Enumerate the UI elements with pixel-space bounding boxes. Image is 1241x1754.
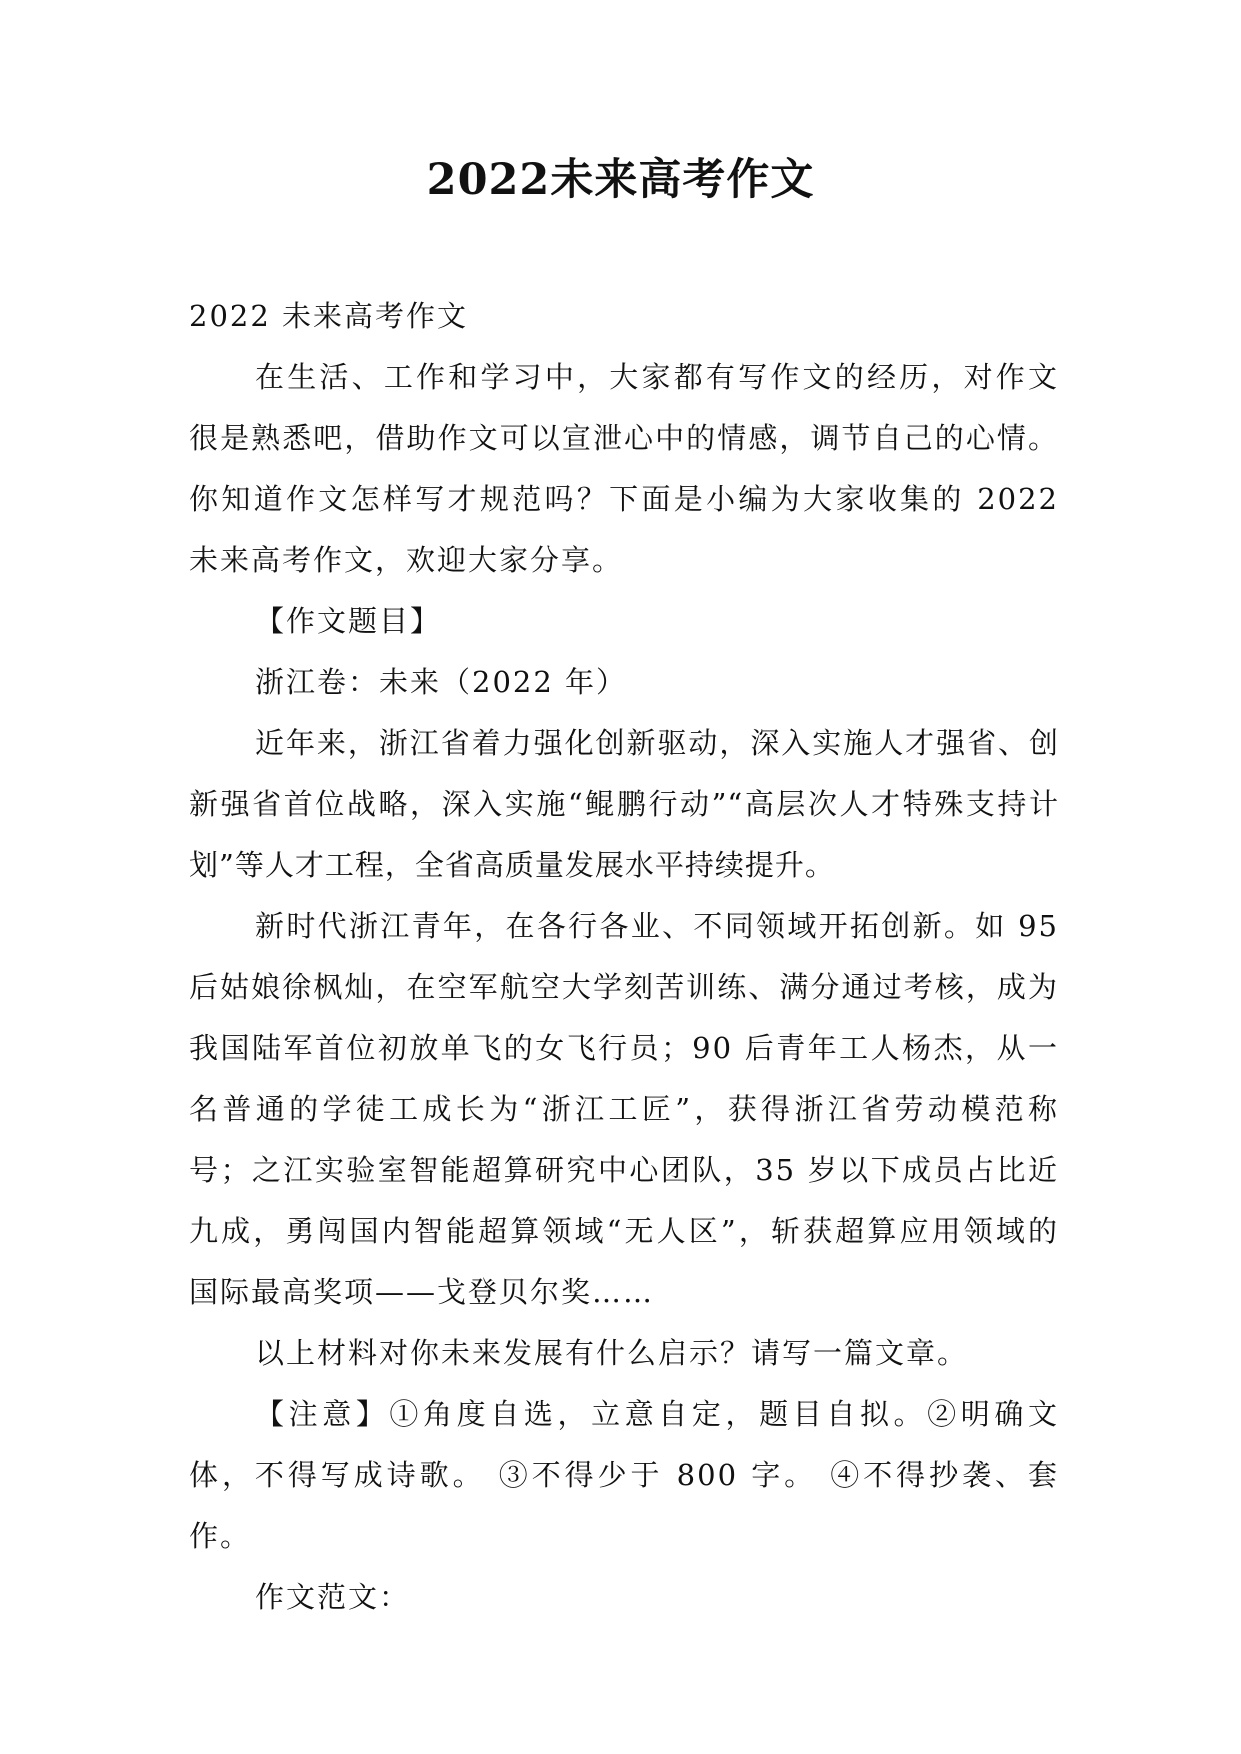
document-title: 2022未来高考作文: [426, 155, 815, 205]
material-paragraph-2: 新时代浙江青年，在各行各业、不同领域开拓创新。如 95 后姑娘徐枫灿，在空军航空大学刻苦训练、满分通过考核，成为我国陆军首位初放单飞的女飞行员；90 后青年工人杨杰，从一名普通的学徒工成长为“浙江工匠”，获得浙江省劳动模范称号；之江实验室智能超算研究中心团队，35 岁以下成员占比近九成，勇闯国内智能超算领域“无人区”，斩获超算应用领域的国际最高奖项——戈登贝尔奖……: [189, 909, 1059, 1309]
sample-essay-heading: 作文范文：: [255, 1580, 411, 1614]
notice-paragraph: 【注意】①角度自选，立意自定，题目自拟。②明确文体，不得写成诗歌。 ③不得少于 800 字。 ④不得抄袭、套作。: [189, 1397, 1059, 1553]
article-subtitle: 2022 未来高考作文: [189, 299, 469, 333]
document-body: [189, 286, 1059, 1628]
material-paragraph-1: 近年来，浙江省着力强化创新驱动，深入实施人才强省、创新强省首位战略，深入实施“鲲鹏行动”“高层次人才特殊支持计划”等人才工程，全省高质量发展水平持续提升。: [189, 726, 1059, 882]
exam-source: 浙江卷：未来（2022 年）: [255, 665, 628, 699]
intro-paragraph: 在生活、工作和学习中，大家都有写作文的经历，对作文很是熟悉吧，借助作文可以宣泄心中的情感，调节自己的心情。你知道作文怎样写才规范吗？下面是小编为大家收集的 2022 未来高考作文，欢迎大家分享。: [189, 360, 1059, 577]
prompt-heading: 【作文题目】: [255, 604, 442, 638]
writing-instruction: 以上材料对你未来发展有什么启示？请写一篇文章。: [255, 1336, 969, 1370]
